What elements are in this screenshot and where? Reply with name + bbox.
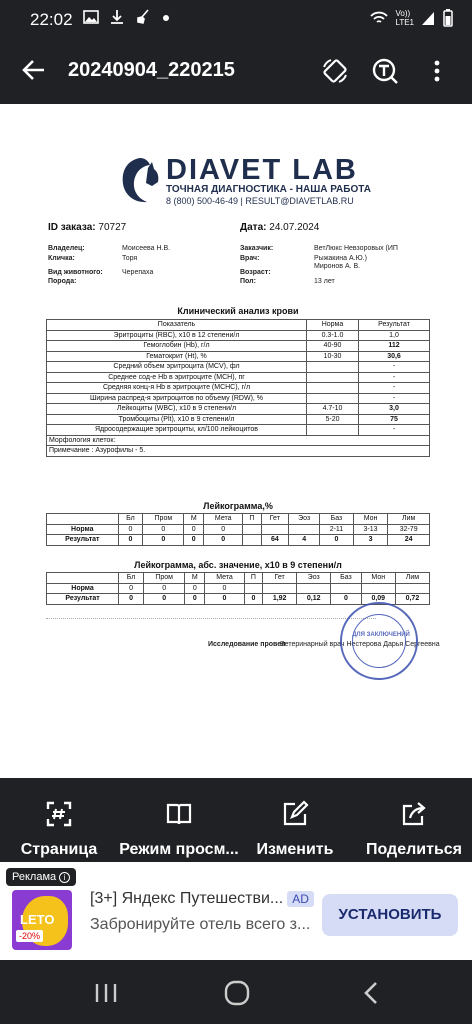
breed-label: Порода: [48,278,77,285]
cbc-param: Лейкоциты (WBC), x10 в 9 степени/л [47,404,307,415]
cbc-result: - [359,362,430,373]
leuko-header-row [47,514,430,525]
nick-label: Кличка: [48,255,75,262]
cbc-table [46,319,430,457]
abs-cell: 0 [143,583,184,594]
leuko-header-cell: Мон [353,514,388,525]
abs-row [47,583,430,594]
abs-cell [263,583,297,594]
abs-cell: 0 [119,583,144,594]
logo-tagline: ТОЧНАЯ ДИАГНОСТИКА - НАША РАБОТА [166,184,371,195]
leuko-header-cell [47,514,119,525]
species-label: Вид животного: [48,269,103,276]
abs-header-cell: Баз [331,573,361,584]
customer-value: ВетЛюкс Невзоровых (ИП [314,245,398,252]
morph-label: Морфология клеток: [47,435,430,446]
abs-header-cell: Мон [361,573,395,584]
cbc-row [47,393,430,404]
system-icons [369,8,454,28]
leuko-cell: 24 [388,535,430,546]
edit-label: Изменить [256,841,334,858]
cbc-norm: 4.7-10 [307,404,359,415]
abs-cell: 0 [185,594,205,605]
abs-header-cell: М [185,573,205,584]
info-icon[interactable]: i [59,872,70,883]
dog-cat-logo-icon [118,156,162,206]
leuko-header-cell: Мета [204,514,243,525]
order-date [240,222,319,233]
morph-row [47,435,430,446]
abs-header-row [47,573,430,584]
cbc-row [47,414,430,425]
battery-icon [442,8,454,28]
sex-value: 13 лет [314,278,335,285]
cbc-param: Гемоглобин (Hb), г/л [47,341,307,352]
cbc-param: Среднее сод-е Hb в эритроците (MCH), пг [47,372,307,383]
cbc-header-result: Результат [359,320,430,331]
leuko-header-cell: Бл [118,514,143,525]
book-icon [165,800,193,828]
leuko-header-cell: Эоз [289,514,320,525]
cbc-header-norm: Норма [307,320,359,331]
leuko-cell: 0 [184,524,204,535]
cbc-row [47,383,430,394]
cbc-norm [307,383,359,394]
wifi-icon [369,9,389,27]
clinic-stamp [340,602,418,680]
order-label: ID заказа: [48,222,96,233]
view-mode-button[interactable] [112,800,246,859]
status-time: 22:02 [30,10,73,29]
stamp-inner-ring [352,614,406,668]
diavet-logo [118,154,371,214]
leuko-header-cell: Гет [261,514,289,525]
order-id [48,222,126,233]
navigation-bar [0,960,472,1024]
leuko-cell: 3-13 [353,524,388,535]
cbc-row [47,362,430,373]
cbc-row [47,341,430,352]
file-title: 20240904_220215 [68,59,235,81]
install-button[interactable]: УСТАНОВИТЬ [322,894,458,936]
page-scan-icon [45,800,73,828]
abs-header-cell: Лим [395,573,429,584]
abs-cell [331,583,361,594]
status-bar [0,0,472,40]
cbc-header-param: Показатель [47,320,307,331]
cbc-result: 112 [359,341,430,352]
page-label: Страница [20,841,98,858]
cbc-title: Клинический анализ крови [177,306,299,316]
leuko-cell: 0 [204,524,243,535]
abs-body [47,583,430,604]
doctor-value-1: Рыжакина А.Ю.) [314,255,367,262]
network-label: Vo)) LTE1 [395,9,414,27]
cbc-param: Эритроциты (RBC), x10 в 12 степени/л [47,330,307,341]
ad-image-title: LETO [20,912,55,927]
back-arrow-icon[interactable] [20,56,48,84]
ad-title: [3+] Яндекс Путешестви... [90,890,284,907]
logo-brand: DIAVET LAB [166,154,358,186]
abs-header-cell: Мета [205,573,245,584]
dot-icon [160,8,172,26]
leuko-cell: 0 [184,535,204,546]
cbc-result: 30,6 [359,351,430,362]
abs-header-cell: П [244,573,262,584]
abs-cell: 0 [143,594,184,605]
leuko-cell [243,535,261,546]
leuko-cell [243,524,261,535]
bottom-action-bar [0,778,472,862]
abs-header-cell: Гет [263,573,297,584]
cbc-result: - [359,383,430,394]
fine-print-line [46,618,376,622]
cbc-norm [307,393,359,404]
note-row [47,446,430,457]
ad-badge [6,868,76,886]
view-mode-label: Режим просм... [119,841,239,858]
leuko-header-cell: Баз [320,514,354,525]
share-button[interactable] [362,800,466,859]
abs-cell [361,583,395,594]
leuko-cell: 64 [261,535,289,546]
leuko-cell: 2-11 [320,524,354,535]
home-icon[interactable] [222,978,252,1008]
leuko-cell: 0 [143,524,184,535]
cbc-param: Гематокрит (Ht), % [47,351,307,362]
leuko-cell: 0 [118,535,143,546]
customer-label: Заказчик: [240,245,274,252]
abs-cell: 0,12 [297,594,331,605]
rotate-icon[interactable] [320,56,350,86]
abs-cell: 0,72 [395,594,429,605]
performed-value: Ветеринарный врач Нестерова Дарья Сергеевна [280,641,440,648]
leuko-row-label: Результат [47,535,119,546]
ad-tag: AD [287,891,314,907]
page-button[interactable] [14,800,104,859]
abs-row-label: Результат [47,594,119,605]
cbc-header-row [47,320,430,331]
share-label: Поделиться [365,841,463,858]
cbc-norm: 0.3-1.0 [307,330,359,341]
edit-icon [281,800,309,828]
broom-icon [134,8,152,26]
text-recognition-icon[interactable] [370,56,400,86]
date-value: 24.07.2024 [269,222,320,233]
abs-header-cell: Эоз [297,573,331,584]
document-image [0,104,472,778]
cbc-param: Средняя конц-я Hb в эритроците (MCHC), г/л [47,383,307,394]
leuko-cell: 32-79 [388,524,430,535]
species-value: Черепаха [122,269,154,276]
leuko-cell: 0 [118,524,143,535]
leuko-cell: 4 [289,535,320,546]
abs-cell: 0 [205,594,245,605]
owner-label: Владелец: [48,245,85,252]
ad-badge-label: Реклама [12,871,57,883]
abs-cell: 0,09 [361,594,395,605]
leuko-cell [261,524,289,535]
note-text: Примечание : Азурофилы - 5. [47,446,430,457]
cbc-norm [307,425,359,436]
leuko-row [47,524,430,535]
leuko-cell: 0 [320,535,354,546]
ad-image-discount: -20% [16,930,43,942]
leuko-table [46,513,430,546]
cbc-norm: 5-20 [307,414,359,425]
share-icon [400,800,428,828]
cbc-result: - [359,393,430,404]
abs-cell [297,583,331,594]
leuko-cell: 0 [143,535,184,546]
leuko-header-cell: П [243,514,261,525]
abs-cell: 0 [205,583,245,594]
back-nav-icon[interactable] [358,978,386,1008]
leuko-header-cell: Лим [388,514,430,525]
leuko-header-cell: М [184,514,204,525]
cbc-param: Тромбоциты (Plt), x10 в 9 степени/л [47,414,307,425]
leuko-body [47,524,430,545]
ad-title-line[interactable] [90,890,314,908]
abs-title: Лейкограмма, абс. значение, x10 в 9 степени/л [134,560,342,570]
leuko-cell: 3 [353,535,388,546]
abs-cell: 0 [244,594,262,605]
abs-table [46,572,430,605]
recent-apps-icon[interactable] [92,980,120,1006]
cbc-result: 3,0 [359,404,430,415]
abs-cell: 1,92 [263,594,297,605]
order-value: 70727 [98,222,127,233]
ad-image[interactable] [12,890,72,950]
age-label: Возраст: [240,269,271,276]
app-bar [0,40,472,104]
abs-header-cell: Бл [119,573,144,584]
cbc-result: 75 [359,414,430,425]
date-label: Дата: [240,222,267,233]
owner-value: Моисеева Н.В. [122,245,171,252]
cbc-param: Средний объем эритроцита (MCV), фл [47,362,307,373]
leuko-header-cell: Пром [143,514,184,525]
cbc-result: - [359,425,430,436]
stamp-text: ДЛЯ ЗАКЛЮЧЕНИЙ [352,632,410,638]
doctor-label: Врач: [240,255,260,262]
signal-icon [420,9,436,27]
abs-header-cell [47,573,119,584]
leuko-cell [289,524,320,535]
abs-cell [244,583,262,594]
cbc-row [47,404,430,415]
cbc-body [47,330,430,435]
abs-cell: 0 [119,594,144,605]
more-options-icon[interactable] [426,56,448,86]
nick-value: Торя [122,255,138,262]
sex-label: Пол: [240,278,256,285]
ad-text[interactable]: Забронируйте отель всего з... [90,916,311,933]
cbc-result: - [359,372,430,383]
abs-cell: 0 [185,583,205,594]
cbc-row [47,425,430,436]
abs-header-cell: Пром [143,573,184,584]
leuko-cell: 0 [204,535,243,546]
cbc-norm: 40-90 [307,341,359,352]
edit-button[interactable] [250,800,340,859]
cbc-row [47,372,430,383]
gallery-icon [82,8,100,26]
cbc-result: 1,0 [359,330,430,341]
leuko-row-label: Норма [47,524,119,535]
leuko-title: Лейкограмма,% [203,501,273,511]
doctor-value-2: Миронов А. В. [314,263,361,270]
abs-cell: 0 [331,594,361,605]
cbc-param: Ширина распред-я эритроцитов по объему (RDW), % [47,393,307,404]
abs-cell [395,583,429,594]
cbc-norm: 10-30 [307,351,359,362]
notification-icons [82,8,172,26]
cbc-norm [307,362,359,373]
performed-label: Исследование провел [208,641,286,648]
download-icon [108,8,126,26]
ad-banner[interactable] [0,862,472,960]
cbc-norm [307,372,359,383]
logo-contacts: 8 (800) 500-46-49 | RESULT@DIAVETLAB.RU [166,196,354,206]
leuko-row [47,535,430,546]
cbc-param: Ядросодержащие эритроциты, кл/100 лейкоцитов [47,425,307,436]
cbc-row [47,351,430,362]
cbc-row [47,330,430,341]
abs-row-label: Норма [47,583,119,594]
